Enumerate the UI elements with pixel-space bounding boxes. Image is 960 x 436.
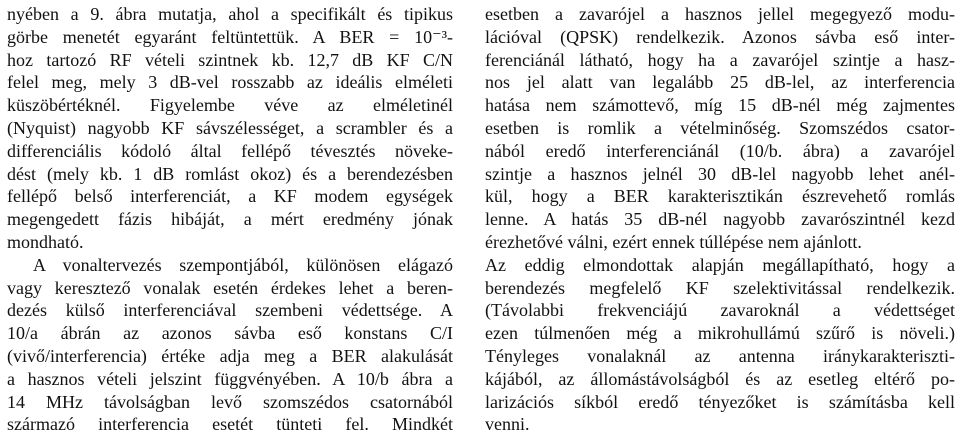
text-line: görbe menetét egyaránt feltüntettük. A BER = 10⁻³- — [7, 26, 453, 47]
text-line: dezés külső interferenciával szembeni védettsége. A — [7, 300, 453, 321]
text-column-right — [485, 3, 955, 436]
text-line: dést (mely kb. 1 dB romlást okoz) és a berendezésben — [7, 163, 453, 184]
text-line: (vivő/interferencia) értéke adja meg a BER alakulását — [7, 345, 453, 366]
text-line: hatása nem számottevő, míg 15 dB-nél még zajmentes — [485, 95, 955, 116]
paragraph-start-line: Az eddig elmondottak alapján megállapítható, hogy a — [485, 254, 955, 275]
text-line: fellépő belső interferenciát, a KF modem egységek — [7, 186, 453, 207]
text-line: nából eredő interferenciánál (10/b. ábra) a zavarójel — [485, 140, 955, 161]
text-line: larizációs síkból eredő tényezőket is számításba kell — [485, 391, 955, 412]
text-column-left — [7, 3, 453, 436]
text-line: megengedett fázis hibáját, a mért eredmény jónak — [7, 209, 453, 230]
text-line: Tényleges vonalaknál az antenna iránykarakteriszti- — [485, 345, 955, 366]
text-line: esetben a zavarójel a hasznos jellel megegyező modu- — [485, 4, 955, 24]
text-line: kül, hogy a BER karakterisztikán észrevehető romlás — [485, 186, 955, 207]
paragraph-end-line: érezhetővé válni, ezért ennek túllépése nem ajánlott. — [485, 231, 862, 252]
text-line: szintje a hasznos jelnél 30 dB-lel nagyobb lehet anél- — [485, 163, 955, 184]
text-line: lenne. A hatás 35 dB-nél nagyobb zavarószintnél kezd — [485, 209, 955, 230]
text-line: küszöbértéknél. Figyelembe véve az elméletinél — [7, 95, 453, 116]
paragraph-start-line: A vonaltervezés szempontjából, különösen elágazó — [33, 254, 453, 275]
text-line: 10/a ábrán az azonos sávba eső konstans C/I — [7, 323, 453, 344]
text-line: ferenciánál látható, hogy ha a zavarójel szintje a hasz- — [485, 49, 955, 70]
paragraph-end-line: venni. — [485, 414, 530, 435]
text-line: lációval (QPSK) rendelkezik. Azonos sávba eső inter- — [485, 26, 955, 47]
text-line: nos jel alatt van legalább 25 dB-lel, az interferencia — [485, 72, 955, 93]
text-line: ezen túlmenően még a mikrohullámú szűrő is növeli.) — [485, 323, 955, 344]
text-line: nyében a 9. ábra mutatja, ahol a specifikált és tipikus — [7, 4, 453, 24]
text-line: hoz tartozó RF vételi szintnek kb. 12,7 dB KF C/N — [7, 49, 453, 70]
text-line: berendezés megfelelő KF szelektivitással rendelkezik. — [485, 277, 955, 298]
text-line: a hasznos vételi jelszint függvényében. A 10/b ábra a — [7, 368, 453, 389]
text-line: vagy keresztező vonalak esetén érdekes lehet a beren- — [7, 277, 453, 298]
text-line: esetben is romlik a vételminőség. Szomszédos csator- — [485, 117, 955, 138]
text-line: (Nyquist) nagyobb KF sávszélességet, a scrambler és a — [7, 117, 453, 138]
text-line: kájából, az állomástávolságból és az esetleg eltérő po- — [485, 368, 955, 389]
text-line: (Távolabbi frekvenciájú zavaroknál a védettséget — [485, 300, 955, 321]
text-line: differenciális kódoló által fellépő tévesztés növeke- — [7, 140, 453, 161]
text-line: 14 MHz távolságban levő szomszédos csatornából — [7, 391, 453, 412]
text-line: felel meg, mely 3 dB-vel rosszabb az ideális elméleti — [7, 72, 453, 93]
text-line: származó interferencia esetét tünteti fel. Mindkét — [7, 414, 453, 435]
paragraph-end-line: mondható. — [7, 231, 84, 252]
